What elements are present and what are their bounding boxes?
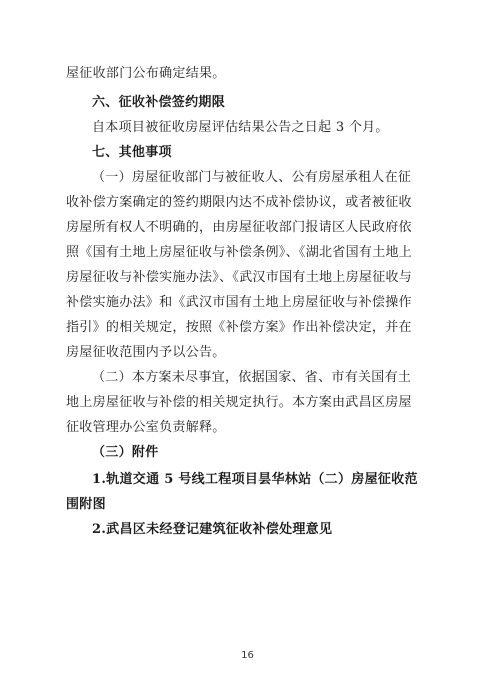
paragraph-line: 自本项目被征收房屋评估结果公告之日起 3 个月。 [92,120,389,135]
paragraph-line: 指引》的相关规定，按照《补偿方案》作出补偿决定，并在 [66,320,412,335]
paragraph-line: （一）房屋征收部门与被征收人、公有房屋承租人在征 [92,170,412,185]
paragraph-line: （二）本方案未尽事宜，依据国家、省、市有关国有土 [92,370,412,385]
paragraph-line: 收补偿方案确定的签约期限内达不成补偿协议，或者被征收 [66,195,412,210]
section-heading: 七、其他事项 [92,145,172,160]
paragraph-line: 补偿实施办法》和《武汉市国有土地上房屋征收与补偿操作 [66,295,412,310]
paragraph-line: 房屋所有权人不明确的，由房屋征收部门报请区人民政府依 [66,220,412,235]
paragraph-line: 房屋征收与补偿实施办法》、《武汉市国有土地上房屋征收与 [66,270,413,285]
attachments-heading: （三）附件 [92,445,159,460]
section-heading: 六、征收补偿签约期限 [92,95,226,110]
attachment-item: 2.武昌区未经登记建筑征收补偿处理意见 [92,522,333,537]
attachment-item-continuation: 围附图 [66,497,106,512]
page-number: 16 [241,650,254,661]
paragraph-line: 房屋征收范围内予以公告。 [66,345,226,360]
paragraph-line: 征收管理办公室负责解释。 [66,420,226,435]
attachment-item: 1.轨道交通 5 号线工程项目昙华林站（二）房屋征收范 [92,472,418,487]
paragraph-line: 地上房屋征收与补偿的相关规定执行。本方案由武昌区房屋 [66,395,412,410]
paragraph-line: 屋征收部门公布确定结果。 [66,66,226,81]
paragraph-line: 照《国有土地上房屋征收与补偿条例》、《湖北省国有土地上 [66,245,413,260]
